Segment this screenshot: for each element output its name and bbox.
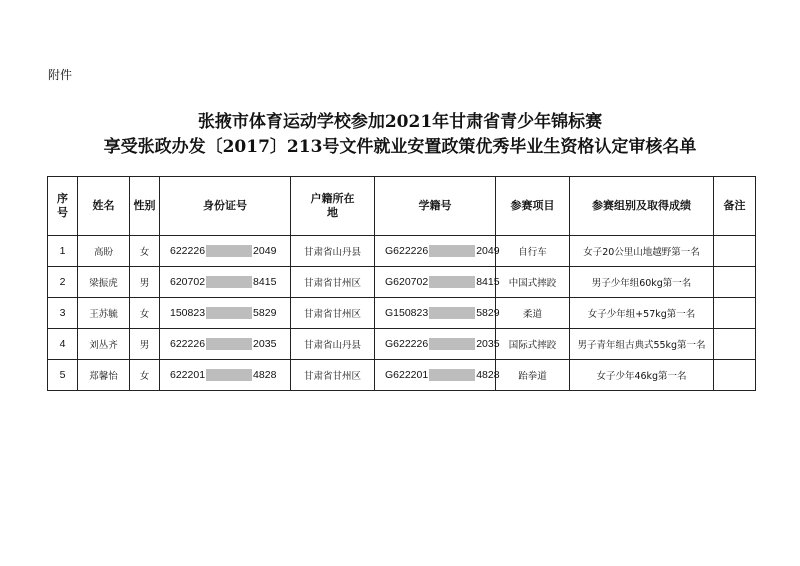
header-gender: 性别 <box>130 177 160 236</box>
cell-student-id <box>375 360 500 391</box>
table-row <box>48 267 756 298</box>
title-line-2: 享受张政办发〔2017〕213号文件就业安置政策优秀毕业生资格认定审核名单 <box>103 137 697 157</box>
id-prefix: 150823 <box>170 306 206 319</box>
sid-suffix: 4828 <box>476 368 500 381</box>
header-event: 参赛项目 <box>496 177 570 236</box>
id-prefix: 622226 <box>170 337 206 350</box>
id-prefix: 622226 <box>170 244 206 257</box>
cell-id <box>160 329 291 360</box>
cell-note <box>714 298 756 329</box>
cell-household: 甘肃省甘州区 <box>291 267 375 298</box>
header-note: 备注 <box>714 177 756 236</box>
table-row <box>48 329 756 360</box>
id-prefix: 620702 <box>170 275 206 288</box>
sid-suffix: 8415 <box>476 275 500 288</box>
table-row <box>48 298 756 329</box>
title-line-1: 张掖市体育运动学校参加2021年甘肃省青少年锦标赛 <box>197 112 603 132</box>
redaction-block <box>429 245 475 257</box>
cell-seq: 2 <box>48 267 78 298</box>
header-name: 姓名 <box>78 177 130 236</box>
cell-name: 刘丛齐 <box>78 329 130 360</box>
cell-gender: 女 <box>130 360 160 391</box>
redaction-block <box>206 307 252 319</box>
redaction-block <box>206 245 252 257</box>
id-suffix: 5829 <box>253 306 277 319</box>
header-id: 身份证号 <box>160 177 291 236</box>
header-result: 参赛组别及取得成绩 <box>570 177 714 236</box>
cell-event: 中国式摔跤 <box>496 267 570 298</box>
id-suffix: 2035 <box>253 337 277 350</box>
cell-name: 高盼 <box>78 236 130 267</box>
cell-note <box>714 360 756 391</box>
cell-household: 甘肃省甘州区 <box>291 360 375 391</box>
id-suffix: 8415 <box>253 275 277 288</box>
cell-result: 女子少年组+57kg第一名 <box>570 298 714 329</box>
redaction-block <box>206 338 252 350</box>
id-suffix: 2049 <box>253 244 277 257</box>
cell-id <box>160 267 291 298</box>
cell-id <box>160 236 291 267</box>
cell-gender: 女 <box>130 236 160 267</box>
redaction-block <box>429 338 475 350</box>
redaction-block <box>206 276 252 288</box>
cell-household: 甘肃省山丹县 <box>291 236 375 267</box>
cell-name: 王苏毓 <box>78 298 130 329</box>
cell-note <box>714 329 756 360</box>
sid-prefix: G150823 <box>385 306 429 319</box>
cell-seq: 3 <box>48 298 78 329</box>
id-suffix: 4828 <box>253 368 277 381</box>
id-prefix: 622201 <box>170 368 206 381</box>
cell-result: 女子20公里山地越野第一名 <box>570 236 714 267</box>
cell-event: 国际式摔跤 <box>496 329 570 360</box>
sid-prefix: G622201 <box>385 368 429 381</box>
cell-student-id <box>375 236 500 267</box>
cell-seq: 5 <box>48 360 78 391</box>
cell-seq: 4 <box>48 329 78 360</box>
sid-suffix: 2035 <box>476 337 500 350</box>
cell-name: 郑馨怡 <box>78 360 130 391</box>
attachment-label: 附件 <box>48 68 73 82</box>
cell-student-id <box>375 298 500 329</box>
sid-prefix: G620702 <box>385 275 429 288</box>
table-row <box>48 236 756 267</box>
cell-note <box>714 267 756 298</box>
cell-note <box>714 236 756 267</box>
cell-event: 跆拳道 <box>496 360 570 391</box>
table-header-row <box>48 177 756 236</box>
redaction-block <box>206 369 252 381</box>
redaction-block <box>429 307 475 319</box>
sid-suffix: 2049 <box>476 244 500 257</box>
header-seq: 序号 <box>48 177 78 236</box>
cell-household: 甘肃省山丹县 <box>291 329 375 360</box>
cell-gender: 女 <box>130 298 160 329</box>
cell-event: 柔道 <box>496 298 570 329</box>
cell-seq: 1 <box>48 236 78 267</box>
sid-prefix: G622226 <box>385 244 429 257</box>
cell-gender: 男 <box>130 329 160 360</box>
redaction-block <box>429 369 475 381</box>
cell-result: 男子少年组60kg第一名 <box>570 267 714 298</box>
cell-result: 男子青年组古典式55kg第一名 <box>570 329 714 360</box>
cell-id <box>160 360 291 391</box>
cell-gender: 男 <box>130 267 160 298</box>
header-household: 户籍所在地 <box>291 177 375 236</box>
header-student-id: 学籍号 <box>375 177 496 236</box>
cell-student-id <box>375 329 500 360</box>
cell-student-id <box>375 267 500 298</box>
sid-suffix: 5829 <box>476 306 500 319</box>
cell-event: 自行车 <box>496 236 570 267</box>
cell-name: 梁振虎 <box>78 267 130 298</box>
cell-household: 甘肃省甘州区 <box>291 298 375 329</box>
cell-id <box>160 298 291 329</box>
redaction-block <box>429 276 475 288</box>
cell-result: 女子少年46kg第一名 <box>570 360 714 391</box>
sid-prefix: G622226 <box>385 337 429 350</box>
roster-table <box>47 176 756 391</box>
table-row <box>48 360 756 391</box>
